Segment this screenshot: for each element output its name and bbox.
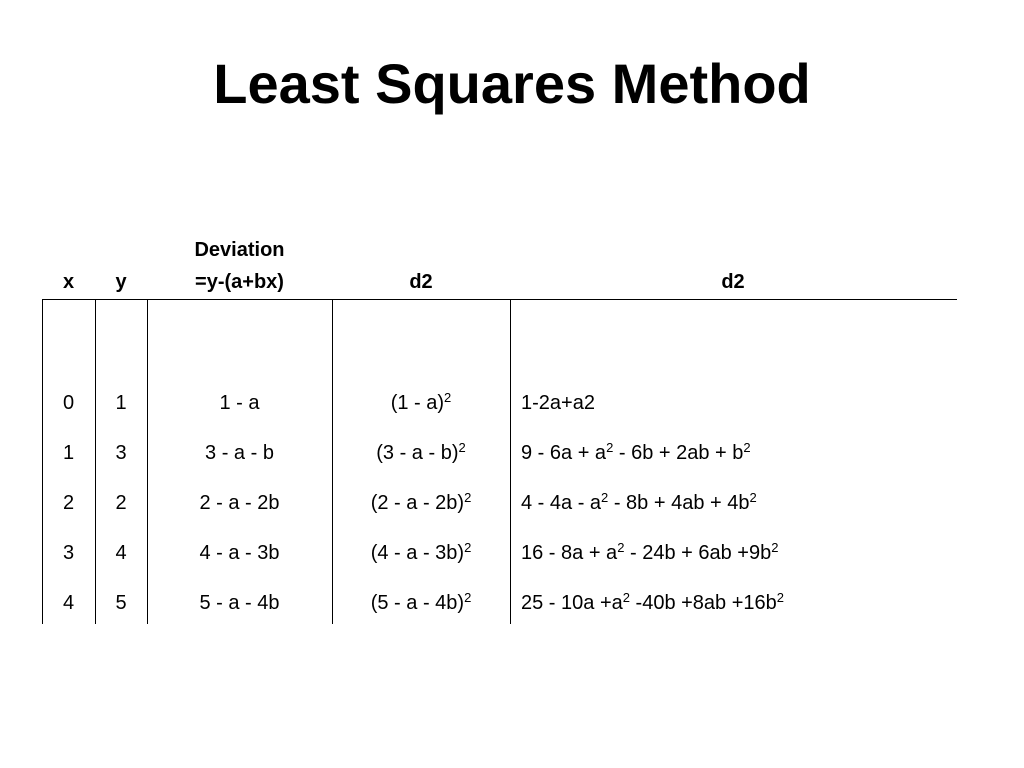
cell-x: 3	[62, 542, 75, 564]
cell-y: 4	[115, 542, 127, 564]
cell-expanded: 1-2a+a2	[521, 392, 595, 414]
header-deviation-line2: =y-(a+bx)	[195, 271, 284, 293]
page-title: Least Squares Method	[213, 52, 811, 115]
header-y: y	[115, 271, 127, 293]
cell-y: 2	[115, 492, 127, 514]
superscript: 2	[743, 440, 751, 455]
cell-x: 1	[62, 442, 75, 464]
column-divider	[510, 300, 511, 624]
cell-x: 0	[62, 392, 75, 414]
cell-deviation: 3 - a - b	[205, 442, 274, 464]
cell-expanded: $4 - 4a - a^2 - 8b + 4ab + 4b^2$	[521, 490, 757, 514]
cell-x: 2	[62, 492, 75, 514]
cell-deviation: 5 - a - 4b	[199, 592, 280, 614]
cell-deviation: 1 - a	[219, 392, 260, 414]
cell-expanded: $9 - 6a + a^2 - 6b + 2ab + b^2$	[521, 440, 751, 464]
header-x: x	[62, 271, 75, 293]
cell-deviation: 4 - a - 3b	[199, 542, 280, 564]
superscript: 2	[749, 490, 757, 505]
header-d2-squared: d2	[409, 271, 433, 293]
superscript: 2	[771, 540, 779, 555]
superscript: 2	[464, 540, 472, 555]
superscript: 2	[464, 490, 472, 505]
superscript: 2	[464, 590, 472, 605]
header-d2-expanded: d2	[721, 271, 745, 293]
cell-squared: (4 - a - 3b)$^2$	[370, 540, 472, 564]
header-rule	[42, 299, 957, 300]
cell-squared: (5 - a - 4b)$^2$	[370, 590, 472, 614]
cell-deviation: 2 - a - 2b	[199, 492, 280, 514]
cell-squared: (1 - a)$^2$	[390, 390, 452, 414]
header-deviation-line1: Deviation	[194, 239, 285, 261]
superscript: 2	[622, 590, 630, 605]
cell-expanded: $16 - 8a + a^2 - 24b + 6ab +9b^2$	[521, 540, 779, 564]
superscript: 2	[458, 440, 466, 455]
cell-expanded: $25 - 10a +a^2$ $-40b +8ab +16b^2$	[521, 590, 785, 614]
cell-y: 5	[115, 592, 127, 614]
superscript: 2	[601, 490, 609, 505]
cell-y: 3	[115, 442, 127, 464]
superscript: 2	[776, 590, 785, 605]
superscript: 2	[444, 390, 452, 405]
cell-y: 1	[115, 392, 127, 414]
superscript: 2	[617, 540, 625, 555]
superscript: 2	[606, 440, 614, 455]
cell-squared: (3 - a - b)$^2$	[376, 440, 466, 464]
cell-squared: (2 - a - 2b)$^2$	[370, 490, 472, 514]
cell-x: 4	[62, 592, 75, 614]
